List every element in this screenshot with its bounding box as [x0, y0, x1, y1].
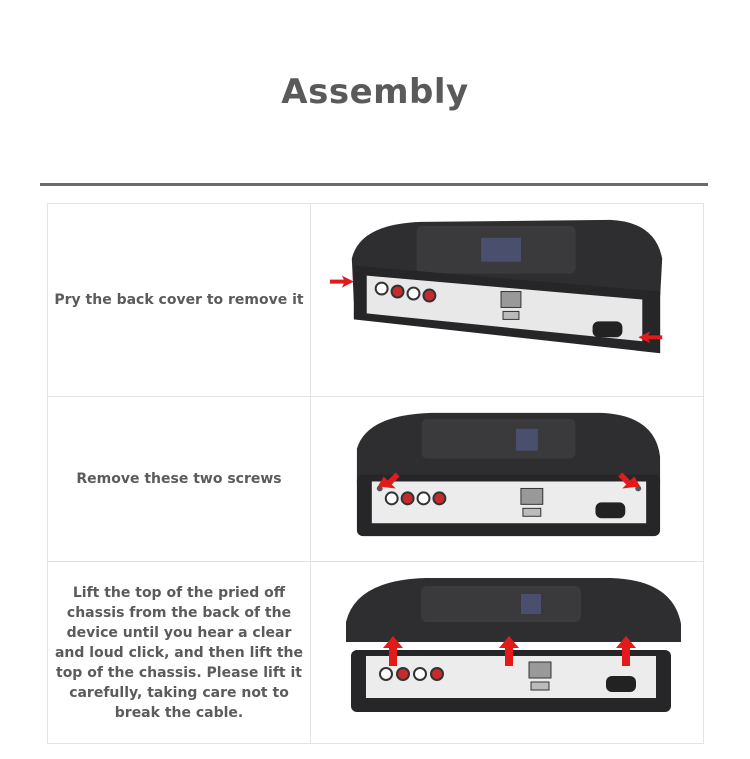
device-back-screws-photo: [311, 397, 703, 561]
step-text: Remove these two screws: [48, 397, 311, 561]
red-arrow-left: [330, 276, 354, 288]
device-top-panel: [422, 419, 576, 459]
ethernet-port: [521, 488, 543, 504]
page-title: Assembly: [281, 72, 469, 112]
power-port: [606, 676, 636, 692]
device-logo-panel: [516, 429, 538, 451]
device-back-pry-photo: [311, 204, 703, 396]
rca-port: [397, 668, 409, 680]
rca-port: [408, 288, 420, 300]
power-port: [595, 502, 625, 518]
device-logo-panel: [481, 238, 521, 262]
usb-port: [523, 508, 541, 516]
device-logo-panel: [521, 594, 541, 614]
rca-port: [433, 492, 445, 504]
usb-port: [503, 311, 519, 319]
ethernet-port: [529, 662, 551, 678]
rca-port: [423, 290, 435, 302]
usb-port: [531, 682, 549, 690]
ethernet-port: [501, 292, 521, 308]
step-text: Pry the back cover to remove it: [48, 204, 311, 396]
device-lift-chassis-photo: [311, 562, 703, 743]
step-text: Lift the top of the pried off chassis from the back of the device until you hear a clear and loud click, and then lift the top of the chassis. Please lift it carefully, taking care not to break the cable.: [48, 562, 311, 743]
rca-port: [431, 668, 443, 680]
rca-port: [414, 668, 426, 680]
step-row: [48, 204, 703, 397]
rca-port: [376, 283, 388, 295]
steps-table: [47, 203, 704, 744]
title-divider: [40, 183, 708, 186]
device-photo-3: [311, 562, 703, 743]
rca-port: [402, 492, 414, 504]
rca-port: [392, 286, 404, 298]
rca-port: [380, 668, 392, 680]
power-port: [593, 321, 623, 337]
step-row: [48, 562, 703, 743]
rca-port: [386, 492, 398, 504]
rca-port: [418, 492, 430, 504]
device-photo-2: [311, 397, 703, 561]
device-photo-1: [311, 204, 703, 396]
device-top-panel: [421, 586, 581, 622]
step-row: [48, 397, 703, 562]
